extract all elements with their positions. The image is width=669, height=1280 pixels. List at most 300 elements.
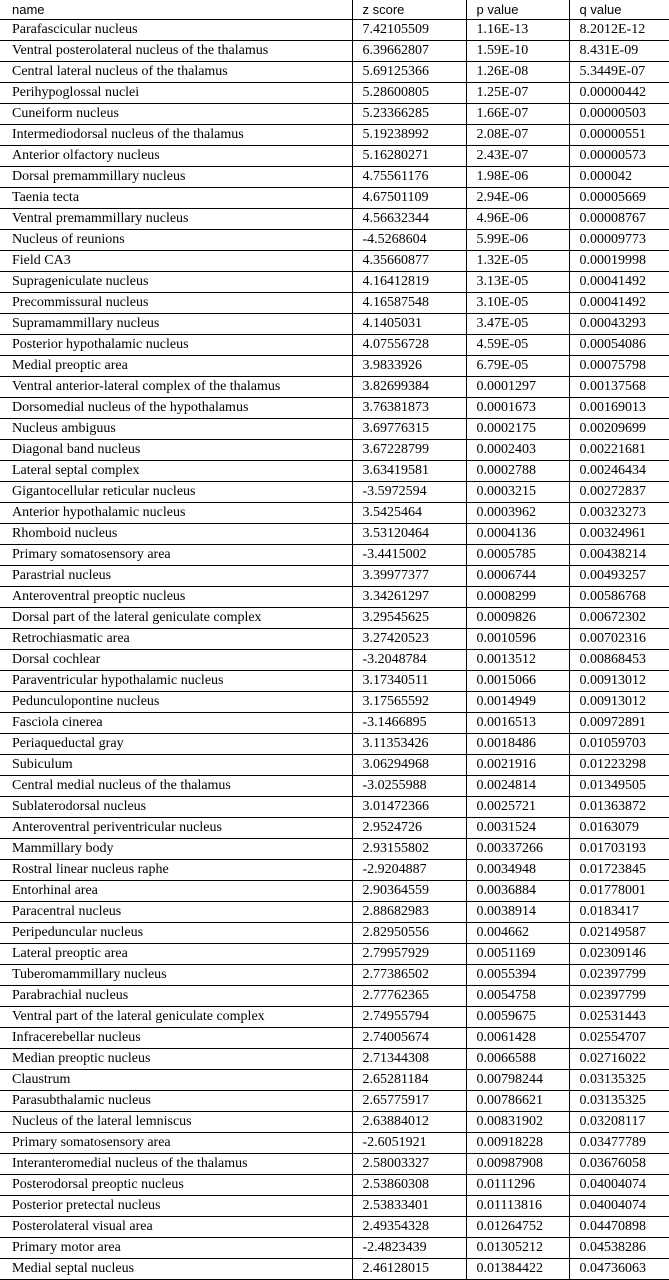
cell-q-value: 0.00913012 [569,692,669,713]
cell-name: Suprageniculate nucleus [0,272,352,293]
cell-z-score: 3.17340511 [352,671,466,692]
cell-q-value: 0.00868453 [569,650,669,671]
cell-name: Perihypoglossal nuclei [0,83,352,104]
cell-q-value: 0.0183417 [569,902,669,923]
cell-p-value: 2.08E-07 [466,125,569,146]
cell-p-value: 0.0005785 [466,545,569,566]
cell-p-value: 0.0018486 [466,734,569,755]
table-row [0,566,669,587]
table-row [0,251,669,272]
table-row [0,356,669,377]
cell-name: Lateral preoptic area [0,944,352,965]
table-row [0,755,669,776]
table-row [0,923,669,944]
table-row [0,293,669,314]
cell-z-score: 2.74955794 [352,1007,466,1028]
header-row [0,0,669,20]
cell-q-value: 0.01723845 [569,860,669,881]
cell-name: Median preoptic nucleus [0,1049,352,1070]
cell-q-value: 0.02554707 [569,1028,669,1049]
table-row [0,1007,669,1028]
cell-p-value: 4.59E-05 [466,335,569,356]
cell-p-value: 0.0008299 [466,587,569,608]
cell-p-value: 0.0038914 [466,902,569,923]
cell-q-value: 0.00041492 [569,272,669,293]
cell-p-value: 5.99E-06 [466,230,569,251]
cell-p-value: 1.66E-07 [466,104,569,125]
cell-q-value: 0.04004074 [569,1196,669,1217]
table-row [0,1217,669,1238]
cell-name: Supramammillary nucleus [0,314,352,335]
cell-name: Posterolateral visual area [0,1217,352,1238]
table-row [0,692,669,713]
cell-q-value: 0.04538286 [569,1238,669,1259]
cell-z-score: 5.28600805 [352,83,466,104]
cell-p-value: 0.0004136 [466,524,569,545]
cell-name: Mammillary body [0,839,352,860]
cell-p-value: 1.98E-06 [466,167,569,188]
cell-q-value: 0.000042 [569,167,669,188]
cell-p-value: 0.0016513 [466,713,569,734]
cell-z-score: 4.56632344 [352,209,466,230]
cell-z-score: 2.71344308 [352,1049,466,1070]
cell-q-value: 0.03477789 [569,1133,669,1154]
cell-q-value: 0.00209699 [569,419,669,440]
cell-name: Gigantocellular reticular nucleus [0,482,352,503]
cell-q-value: 0.00972891 [569,713,669,734]
cell-z-score: 3.11353426 [352,734,466,755]
table-row [0,41,669,62]
cell-q-value: 0.00672302 [569,608,669,629]
cell-q-value: 0.00493257 [569,566,669,587]
table-row [0,944,669,965]
table-row [0,713,669,734]
table-row [0,1154,669,1175]
cell-z-score: 2.46128015 [352,1259,466,1280]
cell-z-score: 3.17565592 [352,692,466,713]
cell-q-value: 0.03676058 [569,1154,669,1175]
cell-p-value: 0.0001297 [466,377,569,398]
table-row [0,1091,669,1112]
cell-z-score: 3.06294968 [352,755,466,776]
cell-z-score: -2.6051921 [352,1133,466,1154]
cell-name: Sublaterodorsal nucleus [0,797,352,818]
cell-q-value: 0.03135325 [569,1070,669,1091]
cell-q-value: 0.03135325 [569,1091,669,1112]
cell-q-value: 0.04736063 [569,1259,669,1280]
table-row [0,314,669,335]
cell-p-value: 0.0061428 [466,1028,569,1049]
table-row [0,650,669,671]
cell-q-value: 0.04004074 [569,1175,669,1196]
cell-name: Anteroventral periventricular nucleus [0,818,352,839]
cell-z-score: 2.65775917 [352,1091,466,1112]
cell-p-value: 0.00337266 [466,839,569,860]
cell-name: Primary somatosensory area [0,545,352,566]
cell-name: Medial septal nucleus [0,1259,352,1280]
table-row [0,881,669,902]
table-row [0,902,669,923]
cell-name: Precommissural nucleus [0,293,352,314]
table-row [0,839,669,860]
cell-p-value: 2.94E-06 [466,188,569,209]
table-row [0,398,669,419]
cell-name: Intermediodorsal nucleus of the thalamus [0,125,352,146]
table-row [0,1070,669,1091]
table-row [0,797,669,818]
cell-name: Parabrachial nucleus [0,986,352,1007]
cell-name: Parafascicular nucleus [0,20,352,41]
cell-name: Field CA3 [0,251,352,272]
table-row [0,608,669,629]
table-row [0,671,669,692]
table-row [0,860,669,881]
cell-p-value: 0.0009826 [466,608,569,629]
cell-p-value: 0.0021916 [466,755,569,776]
cell-name: Infracerebellar nucleus [0,1028,352,1049]
cell-name: Subiculum [0,755,352,776]
cell-q-value: 0.02397799 [569,965,669,986]
cell-name: Central medial nucleus of the thalamus [0,776,352,797]
cell-z-score: 4.75561176 [352,167,466,188]
cell-name: Lateral septal complex [0,461,352,482]
cell-p-value: 0.00786621 [466,1091,569,1112]
cell-q-value: 0.03208117 [569,1112,669,1133]
cell-q-value: 0.00323273 [569,503,669,524]
cell-p-value: 0.0036884 [466,881,569,902]
cell-name: Central lateral nucleus of the thalamus [0,62,352,83]
cell-p-value: 0.0054758 [466,986,569,1007]
cell-p-value: 0.0066588 [466,1049,569,1070]
cell-p-value: 0.0006744 [466,566,569,587]
table-row [0,461,669,482]
table-row [0,104,669,125]
cell-name: Peripeduncular nucleus [0,923,352,944]
cell-name: Anteroventral preoptic nucleus [0,587,352,608]
cell-p-value: 0.00918228 [466,1133,569,1154]
cell-p-value: 1.26E-08 [466,62,569,83]
cell-p-value: 0.0003962 [466,503,569,524]
column-header-name: name [0,0,352,20]
table-row [0,965,669,986]
cell-name: Nucleus ambiguus [0,419,352,440]
cell-q-value: 0.02309146 [569,944,669,965]
cell-z-score: 4.1405031 [352,314,466,335]
table-row [0,377,669,398]
cell-q-value: 0.00586768 [569,587,669,608]
cell-p-value: 0.004662 [466,923,569,944]
cell-q-value: 0.02531443 [569,1007,669,1028]
cell-z-score: 2.77762365 [352,986,466,1007]
cell-z-score: -3.2048784 [352,650,466,671]
cell-z-score: 4.16412819 [352,272,466,293]
cell-q-value: 0.02149587 [569,923,669,944]
cell-q-value: 0.0163079 [569,818,669,839]
cell-z-score: 2.93155802 [352,839,466,860]
cell-z-score: 3.63419581 [352,461,466,482]
cell-z-score: 2.58003327 [352,1154,466,1175]
cell-q-value: 0.01363872 [569,797,669,818]
cell-name: Claustrum [0,1070,352,1091]
cell-z-score: 3.27420523 [352,629,466,650]
table-row [0,776,669,797]
cell-p-value: 3.13E-05 [466,272,569,293]
table-row [0,1112,669,1133]
cell-p-value: 1.32E-05 [466,251,569,272]
cell-z-score: 2.90364559 [352,881,466,902]
cell-z-score: -2.4823439 [352,1238,466,1259]
cell-z-score: 2.88682983 [352,902,466,923]
cell-p-value: 0.0059675 [466,1007,569,1028]
table-row [0,482,669,503]
cell-q-value: 0.00019998 [569,251,669,272]
table-row [0,818,669,839]
cell-z-score: 3.34261297 [352,587,466,608]
cell-p-value: 0.0051169 [466,944,569,965]
table-row [0,986,669,1007]
table-row [0,440,669,461]
table-row [0,1259,669,1280]
cell-name: Dorsomedial nucleus of the hypothalamus [0,398,352,419]
cell-p-value: 0.0014949 [466,692,569,713]
cell-z-score: 2.79957929 [352,944,466,965]
cell-p-value: 0.00798244 [466,1070,569,1091]
table-row [0,62,669,83]
cell-q-value: 0.01778001 [569,881,669,902]
cell-q-value: 0.01059703 [569,734,669,755]
cell-q-value: 0.00009773 [569,230,669,251]
cell-name: Interanteromedial nucleus of the thalamus [0,1154,352,1175]
cell-p-value: 1.59E-10 [466,41,569,62]
cell-p-value: 0.0002175 [466,419,569,440]
cell-q-value: 0.02716022 [569,1049,669,1070]
cell-p-value: 0.01384422 [466,1259,569,1280]
table-row [0,524,669,545]
cell-p-value: 3.10E-05 [466,293,569,314]
cell-p-value: 6.79E-05 [466,356,569,377]
cell-name: Diagonal band nucleus [0,440,352,461]
cell-name: Parasubthalamic nucleus [0,1091,352,1112]
cell-z-score: 4.67501109 [352,188,466,209]
cell-name: Entorhinal area [0,881,352,902]
cell-q-value: 0.01223298 [569,755,669,776]
cell-z-score: 3.39977377 [352,566,466,587]
cell-p-value: 0.0010596 [466,629,569,650]
table-row [0,629,669,650]
table-row [0,188,669,209]
cell-name: Paracentral nucleus [0,902,352,923]
table-row [0,419,669,440]
cell-z-score: 3.69776315 [352,419,466,440]
cell-q-value: 0.00075798 [569,356,669,377]
cell-p-value: 0.0001673 [466,398,569,419]
table-row [0,230,669,251]
cell-name: Dorsal cochlear [0,650,352,671]
cell-p-value: 3.47E-05 [466,314,569,335]
table-row [0,272,669,293]
cell-z-score: -3.0255988 [352,776,466,797]
cell-z-score: 4.16587548 [352,293,466,314]
table-row [0,1049,669,1070]
cell-z-score: 2.82950556 [352,923,466,944]
cell-z-score: 2.49354328 [352,1217,466,1238]
cell-p-value: 0.0002403 [466,440,569,461]
cell-p-value: 0.0003215 [466,482,569,503]
cell-z-score: 5.69125366 [352,62,466,83]
cell-q-value: 0.00246434 [569,461,669,482]
cell-name: Posterior hypothalamic nucleus [0,335,352,356]
table-row [0,1238,669,1259]
table-row [0,1028,669,1049]
table-row [0,1196,669,1217]
cell-p-value: 0.0025721 [466,797,569,818]
cell-q-value: 0.00041492 [569,293,669,314]
cell-name: Posterior pretectal nucleus [0,1196,352,1217]
cell-p-value: 0.01305212 [466,1238,569,1259]
cell-name: Primary somatosensory area [0,1133,352,1154]
cell-p-value: 0.0111296 [466,1175,569,1196]
cell-p-value: 0.01264752 [466,1217,569,1238]
cell-name: Nucleus of the lateral lemniscus [0,1112,352,1133]
cell-name: Ventral premammillary nucleus [0,209,352,230]
column-header-q-value: q value [569,0,669,20]
cell-p-value: 0.0015066 [466,671,569,692]
cell-p-value: 4.96E-06 [466,209,569,230]
cell-z-score: 2.53860308 [352,1175,466,1196]
cell-p-value: 1.25E-07 [466,83,569,104]
cell-p-value: 0.0013512 [466,650,569,671]
cell-z-score: 6.39662807 [352,41,466,62]
cell-q-value: 0.00043293 [569,314,669,335]
cell-z-score: 3.53120464 [352,524,466,545]
cell-q-value: 5.3449E-07 [569,62,669,83]
cell-name: Nucleus of reunions [0,230,352,251]
cell-z-score: 3.5425464 [352,503,466,524]
table-row [0,209,669,230]
cell-z-score: 3.01472366 [352,797,466,818]
cell-q-value: 0.00000551 [569,125,669,146]
cell-q-value: 0.00054086 [569,335,669,356]
cell-z-score: 3.67228799 [352,440,466,461]
cell-z-score: 3.29545625 [352,608,466,629]
cell-name: Fasciola cinerea [0,713,352,734]
table-row [0,734,669,755]
cell-q-value: 0.00702316 [569,629,669,650]
cell-z-score: -3.5972594 [352,482,466,503]
cell-q-value: 8.431E-09 [569,41,669,62]
table-row [0,503,669,524]
cell-q-value: 0.00169013 [569,398,669,419]
cell-name: Anterior hypothalamic nucleus [0,503,352,524]
cell-name: Rostral linear nucleus raphe [0,860,352,881]
table-row [0,1133,669,1154]
cell-name: Retrochiasmatic area [0,629,352,650]
cell-name: Parastrial nucleus [0,566,352,587]
cell-q-value: 0.00913012 [569,671,669,692]
cell-z-score: -3.1466895 [352,713,466,734]
cell-z-score: 2.9524726 [352,818,466,839]
cell-name: Tuberomammillary nucleus [0,965,352,986]
table-row [0,587,669,608]
cell-z-score: 5.19238992 [352,125,466,146]
cell-z-score: -3.4415002 [352,545,466,566]
cell-z-score: -2.9204887 [352,860,466,881]
table-row [0,83,669,104]
cell-z-score: 7.42105509 [352,20,466,41]
cell-p-value: 0.0024814 [466,776,569,797]
cell-q-value: 0.00438214 [569,545,669,566]
cell-q-value: 0.04470898 [569,1217,669,1238]
cell-name: Taenia tecta [0,188,352,209]
cell-z-score: 2.53833401 [352,1196,466,1217]
cell-z-score: 2.74005674 [352,1028,466,1049]
cell-z-score: 4.35660877 [352,251,466,272]
cell-name: Dorsal premammillary nucleus [0,167,352,188]
cell-p-value: 0.0034948 [466,860,569,881]
cell-q-value: 0.00324961 [569,524,669,545]
cell-name: Rhomboid nucleus [0,524,352,545]
cell-p-value: 0.0031524 [466,818,569,839]
cell-p-value: 1.16E-13 [466,20,569,41]
table-row [0,1175,669,1196]
cell-q-value: 0.00137568 [569,377,669,398]
cell-q-value: 0.00272837 [569,482,669,503]
cell-q-value: 0.00221681 [569,440,669,461]
cell-name: Cuneiform nucleus [0,104,352,125]
cell-z-score: 2.63884012 [352,1112,466,1133]
cell-name: Ventral part of the lateral geniculate complex [0,1007,352,1028]
cell-q-value: 0.00000503 [569,104,669,125]
cell-q-value: 0.00000442 [569,83,669,104]
cell-name: Dorsal part of the lateral geniculate complex [0,608,352,629]
cell-p-value: 0.0002788 [466,461,569,482]
cell-q-value: 8.2012E-12 [569,20,669,41]
cell-q-value: 0.02397799 [569,986,669,1007]
cell-p-value: 2.43E-07 [466,146,569,167]
cell-p-value: 0.00987908 [466,1154,569,1175]
table-row [0,167,669,188]
cell-q-value: 0.00008767 [569,209,669,230]
cell-q-value: 0.01349505 [569,776,669,797]
cell-z-score: 3.9833926 [352,356,466,377]
cell-name: Pedunculopontine nucleus [0,692,352,713]
cell-p-value: 0.00831902 [466,1112,569,1133]
table-row [0,146,669,167]
cell-z-score: 2.77386502 [352,965,466,986]
cell-name: Ventral posterolateral nucleus of the thalamus [0,41,352,62]
cell-z-score: 3.82699384 [352,377,466,398]
cell-z-score: 4.07556728 [352,335,466,356]
cell-q-value: 0.00005669 [569,188,669,209]
cell-name: Primary motor area [0,1238,352,1259]
cell-z-score: 3.76381873 [352,398,466,419]
cell-name: Paraventricular hypothalamic nucleus [0,671,352,692]
table-row [0,335,669,356]
column-header-p-value: p value [466,0,569,20]
table-row [0,125,669,146]
table-row [0,20,669,41]
cell-p-value: 0.0055394 [466,965,569,986]
cell-name: Medial preoptic area [0,356,352,377]
cell-z-score: 5.23366285 [352,104,466,125]
cell-z-score: -4.5268604 [352,230,466,251]
cell-z-score: 2.65281184 [352,1070,466,1091]
cell-q-value: 0.01703193 [569,839,669,860]
cell-name: Periaqueductal gray [0,734,352,755]
column-header-z-score: z score [352,0,466,20]
cell-name: Posterodorsal preoptic nucleus [0,1175,352,1196]
cell-p-value: 0.01113816 [466,1196,569,1217]
